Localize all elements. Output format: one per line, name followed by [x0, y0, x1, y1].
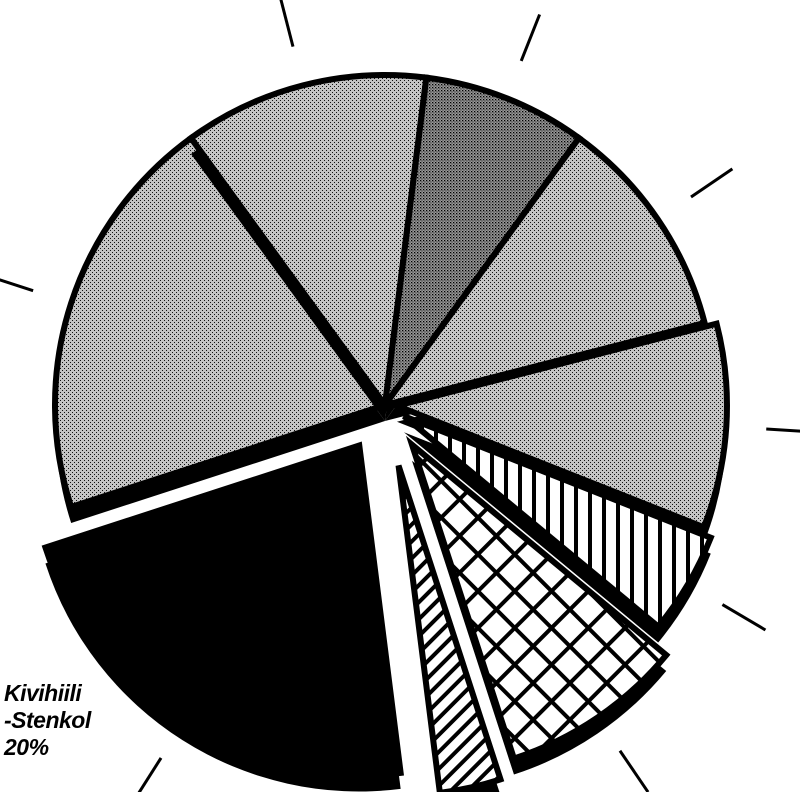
leader-line-1 — [281, 0, 293, 47]
slice-percent: 20% — [4, 734, 49, 760]
leader-line-2 — [521, 14, 539, 60]
leader-line-8 — [134, 758, 161, 792]
leader-line-4 — [766, 429, 800, 432]
slice-label-kivihiili — [4, 680, 91, 761]
leader-line-0 — [0, 275, 33, 290]
slice-label-line1: Kivihiili — [4, 680, 82, 706]
slice-label-line2: -Stenkol — [4, 707, 91, 733]
leader-line-3 — [691, 169, 732, 197]
leader-line-6 — [620, 751, 648, 792]
leader-line-5 — [722, 605, 765, 630]
